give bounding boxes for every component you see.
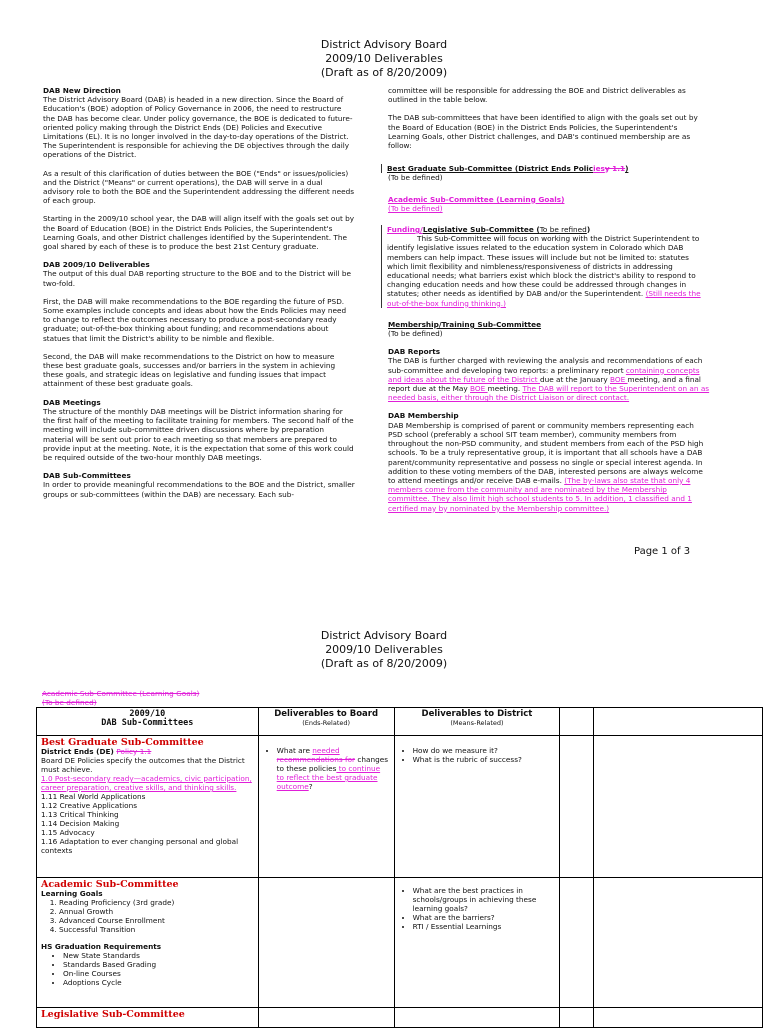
best-graduate-heading: Best Graduate Sub-Committee (District Ends Polic [387, 164, 594, 174]
section-best-graduate [388, 164, 710, 182]
membership-comment: (The by-laws also state that only 4 members come from the community and are nominated by the Membership committee. They also limit high school students to 5. In addition, 1 classified and 1 certified may by nominated by the Membership committee.) [388, 475, 692, 513]
policy-item: 1.16 Adaptation to ever changing personal and global contexts [41, 837, 239, 855]
table-row-partial [37, 1008, 763, 1028]
membership-text: DAB Membership is comprised of parent or community members representing each PSD school (preferably a school SIT team member), community members from throughout the non-PSD community, and student members from each of the PSD high schools. To be a truly representative group, it is important that all schools have a DAB parent/community representative and possess no single or special interest agenda. In addition to these voting members of the DAB, interested persons are always welcome to attend meetings and/or receive DAB e-mails. [388, 420, 704, 485]
heading-subcommittees: DAB Sub-Committees [43, 471, 131, 481]
learning-goal: 3. Advanced Course Enrollment [59, 916, 254, 925]
page2-title: District Advisory Board [320, 629, 448, 642]
heading-deliverables: DAB 2009/10 Deliverables [43, 260, 150, 270]
para-membership [388, 421, 710, 513]
legislative-text: This Sub-Committee will focus on working with the District Superintendent to identify legislative issues related to the education system in Colorado which DAB members can help impact. These issues will include but not be limited to: statutes which limit flexibility and nimbleness/responsiveness of districts in addressing educational needs; what barriers exist which block the district's ability to respond to changing education needs and how these could be addressed through changes in statutes; other needs as identified by DAB and/or the Superintendent. [387, 234, 700, 299]
best-graduate-board-cell [258, 736, 394, 878]
district-question: • What are the barriers? [413, 913, 556, 922]
policy-item: 1.12 Creative Applications [41, 801, 138, 810]
hs-requirement: • Standards Based Grading [63, 960, 254, 969]
heading-membership: DAB Membership [388, 411, 459, 421]
learning-goals-label: Learning Goals [41, 889, 103, 898]
academic-cell [37, 878, 259, 1008]
best-graduate-inserted: ies [593, 164, 605, 174]
district-question: • What is the rubric of success? [413, 755, 556, 764]
section-academic [388, 195, 710, 213]
page-number: Page 1 of 3 [634, 546, 691, 557]
best-graduate-cell [37, 736, 259, 878]
legislative-funding-inserted: Funding/ [387, 225, 423, 235]
table-row [37, 736, 763, 878]
academic-title: Academic Sub-Committee [41, 879, 179, 890]
policy-item-1-0: 1.0 Post-secondary ready—academics, civic participation, career preparation, creative skills, and thinking skills. [41, 774, 252, 792]
section-legislative [388, 225, 710, 308]
para-starting: Starting in the 2009/10 school year, the DAB will align itself with the goals set out by the Board of Education (BOE) in the District Ends Policies, the Superintendent's Learning Goals, and other District challenges identified by the Superintendent. The goal shared by each of these is to produce the best 21st Century graduate. [43, 214, 355, 252]
board-question: • What are needed recommendations for changes to these policies to continue to reflect the best graduate outcome? [277, 746, 390, 791]
district-questions [399, 746, 556, 764]
page1-right-column [388, 86, 710, 522]
header-deliverables-board: Deliverables to Board (Ends-Related) [258, 708, 394, 736]
membership-training-heading: Membership/Training Sub-Committee [388, 319, 542, 329]
academic-district-questions [399, 886, 556, 931]
hs-requirement: • Adoptions Cycle [63, 978, 254, 987]
table-row [37, 878, 763, 1008]
para-subcommittees: In order to provide meaningful recommendations to the BOE and the District, smaller groups or sub-committees (within the DAB) are necessary. Each sub- [43, 480, 355, 499]
legislative-to-be-refined: To be refined [539, 225, 587, 235]
best-graduate-deleted: y 1.1 [604, 164, 626, 174]
heading-reports: DAB Reports [388, 347, 441, 357]
page1-draft-date: (Draft as of 8/20/2009) [320, 66, 448, 79]
reports-boe-1: BOE [609, 374, 628, 384]
header-empty-2 [594, 708, 763, 736]
district-ends-deleted: Policy 1.1 [116, 747, 152, 756]
hs-requirements-list [41, 951, 254, 987]
district-question: • What are the best practices in schools/groups in achieving these learning goals? [413, 886, 556, 913]
legislative-title-partial: Legislative Sub-Committee [41, 1009, 185, 1020]
deleted-line-2: (To be defined) [42, 698, 97, 707]
page2-subtitle: 2009/10 Deliverables [325, 643, 443, 656]
para-new-direction: The District Advisory Board (DAB) is headed in a new direction. Since the Board of Education's (BOE) adoption of Policy Governance in 2006, the need to restructure the DAB has become clear. Under policy governance, the BOE is dedicated to future-oriented policy making through the District Ends (DE) Policies and Executive Limitations (EL). It is no longer involved in the day-to-day operations of the District. The Superintendent is responsible for achieving the DE objectives through the daily operations of the District. [43, 95, 353, 160]
header-empty-1 [560, 708, 594, 736]
header-deliverables-district: Deliverables to District (Means-Related) [394, 708, 560, 736]
district-question: • How do we measure it? [413, 746, 556, 755]
heading-meetings: DAB Meetings [43, 397, 101, 407]
page1-subtitle: 2009/10 Deliverables [325, 52, 443, 65]
policy-item: 1.13 Critical Thinking [41, 810, 119, 819]
header-subcommittees: 2009/10 DAB Sub-Committees [37, 708, 259, 736]
para-meetings: The structure of the monthly DAB meetings will be District information sharing for the first half of the meeting to facilitate training for members. The second half of the meeting will include sub-committee driven discussions where by preparation material will be sent out prior to each meeting so that members are prepared to provide input at the meeting. Note, it is the expectation that some of this work could be required outside of the two-hour monthly DAB meetings. [43, 406, 354, 462]
page2-draft-date: (Draft as of 8/20/2009) [320, 657, 448, 670]
learning-goals-list [41, 898, 254, 934]
best-graduate-title: Best Graduate Sub-Committee [41, 737, 204, 748]
subcommittee-table [36, 707, 763, 1028]
reports-boe-2: BOE [470, 384, 488, 394]
reports-text-3: meeting, and a final report due at the May [388, 374, 701, 394]
academic-heading: Academic Sub-Committee (Learning Goals) [388, 194, 565, 204]
learning-goal: 4. Successful Transition [59, 925, 254, 934]
para-second: Second, the DAB will make recommendations to the District on how to measure these best graduate goals, successes and/or barriers in the system in achieving these goals, and strategic ideas on legislative and funding issues that impact attainment of these best graduate goals. [43, 351, 336, 389]
heading-new-direction: DAB New Direction [43, 86, 121, 95]
para-deliverables: The output of this dual DAB reporting structure to the BOE and to the District will be two-fold. [43, 269, 351, 288]
para-identified: The DAB sub-committees that have been identified to align with the goals set out by the Board of Education (BOE) in the District Ends Policies, the Superintendent's Learning Goals, other District challenges, and DAB's continued membership are as follow: [388, 113, 698, 151]
policy-items [41, 792, 254, 855]
page1-left-column [43, 86, 355, 508]
deleted-line-1: Academic Sub-Committee (Learning Goals) [42, 689, 200, 698]
hs-requirement: • On-line Courses [63, 969, 254, 978]
best-graduate-district-cell [394, 736, 560, 878]
page1-title: District Advisory Board [320, 38, 448, 51]
page2-deleted-text [42, 689, 199, 707]
best-graduate-heading-end: ) [625, 164, 629, 174]
reports-text-1: The DAB is further charged with reviewing the analysis and recommendations of each sub-committee and developing two reports: a preliminary report [388, 356, 703, 375]
table-header-row [37, 708, 763, 736]
section-membership-training [388, 320, 710, 338]
para-continued: committee will be responsible for addressing the BOE and District deliverables as outlined in the table below. [388, 86, 686, 105]
reports-inserted-2: The DAB will report to the Superintendent on an as needed basis, either through the District Liaison or direct contact. [388, 384, 710, 403]
legislative-heading: Legislative Sub-Committee ( [422, 225, 540, 235]
district-ends-description: Board DE Policies specify the outcomes that the District must achieve. [41, 756, 245, 774]
academic-district-cell [394, 878, 560, 1008]
para-first: First, the DAB will make recommendations to the BOE regarding the future of PSD. Some examples include concepts and ideas about how the Ends Policies may need to change to reflect the outcomes necessary to produce a post-secondary ready graduate; out-of-the-box thinking about funding; and recommendations about statues that limit the District's ability to be nimble and flexible. [43, 296, 347, 343]
district-question: • RTI / Essential Learnings [413, 922, 556, 931]
hs-requirement: • New State Standards [63, 951, 254, 960]
academic-tbd: (To be defined) [388, 203, 443, 213]
reports-text-2: due at the January [539, 374, 610, 384]
policy-item: 1.11 Real World Applications [41, 792, 146, 801]
reports-text-4: meeting. [487, 384, 523, 394]
best-graduate-tbd: (To be defined) [388, 173, 443, 183]
legislative-heading-end: ) [586, 225, 591, 235]
learning-goal: 2. Annual Growth [59, 907, 254, 916]
policy-item: 1.14 Decision Making [41, 819, 120, 828]
para-reports [388, 356, 710, 402]
district-ends-label: District Ends (DE) [41, 747, 117, 756]
learning-goal: 1. Reading Proficiency (3rd grade) [59, 898, 254, 907]
membership-training-tbd: (To be defined) [388, 329, 443, 339]
hs-requirements-label: HS Graduation Requirements [41, 942, 162, 951]
para-clarification: As a result of this clarification of duties between the BOE ("Ends" or issues/policies) and the District ("Means" or current operations), the DAB will serve in a dual advisory role to both the BOE and the Superintendent addressing the different needs of each group. [43, 168, 355, 206]
reports-inserted-1: containing concepts and ideas about the future of the District [388, 365, 700, 384]
policy-item: 1.15 Advocacy [41, 828, 95, 837]
legislative-comment: (Still needs the out-of-the-box funding thinking.) [387, 289, 701, 308]
